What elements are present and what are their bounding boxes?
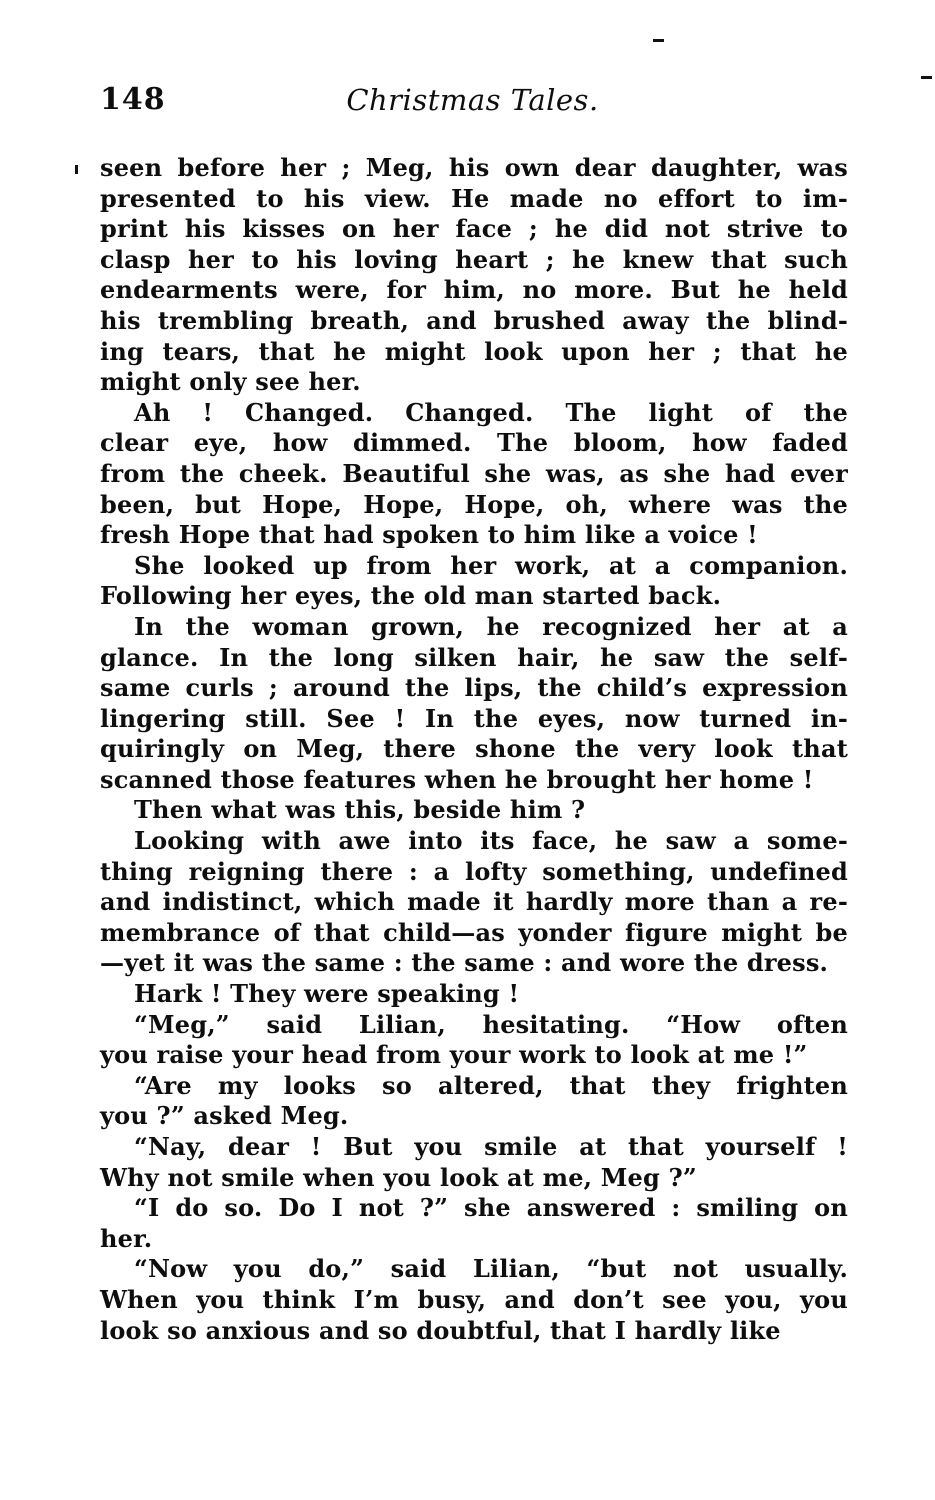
paragraph — [100, 1193, 848, 1254]
text-line: Why not smile when you look at me, Meg ?” — [100, 1162, 697, 1192]
text-line: seen before her ; Meg, his own dear daughter, was — [100, 153, 848, 182]
page-number: 148 — [100, 82, 166, 117]
text-line: Following her eyes, the old man started back. — [100, 581, 722, 611]
text-line: —yet it was the same : the same : and wore the dress. — [100, 948, 829, 978]
paragraph — [100, 1132, 848, 1193]
text-line: She looked up from her work, at a companion. — [134, 550, 848, 580]
text-line: membrance of that child—as yonder figure might be — [100, 917, 848, 947]
text-line: Hark ! They were speaking ! — [134, 979, 520, 1009]
text-line: “Are my looks so altered, that they frighten — [134, 1070, 848, 1100]
text-line: “Now you do,” said Lilian, “but not usually. — [134, 1254, 848, 1284]
text-line: endearments were, for him, no more. But he held — [100, 275, 848, 305]
paragraph — [100, 612, 848, 796]
text-line: When you think I’m busy, and don’t see you, you — [100, 1284, 848, 1314]
paragraph — [100, 1254, 848, 1346]
text-line: glance. In the long silken hair, he saw the self- — [100, 642, 848, 672]
paragraph — [100, 153, 848, 398]
scan-artifact-dash — [653, 39, 664, 42]
text-line: lingering still. See ! In the eyes, now turned in- — [100, 703, 848, 733]
text-line: you ?” asked Meg. — [100, 1101, 349, 1131]
text-line: “I do so. Do I not ?” she answered : smiling on — [134, 1193, 848, 1223]
text-line: “Meg,” said Lilian, hesitating. “How often — [134, 1009, 848, 1039]
running-header-title: Christmas Tales. — [346, 83, 599, 117]
paragraph — [100, 398, 848, 551]
paragraph — [100, 551, 848, 612]
text-line: quiringly on Meg, there shone the very look that — [100, 734, 848, 764]
text-line: clear eye, how dimmed. The bloom, how faded — [100, 428, 848, 458]
text-line: been, but Hope, Hope, Hope, oh, where was the — [100, 489, 848, 519]
text-line: presented to his view. He made no effort to im- — [100, 183, 848, 213]
text-line: Ah ! Changed. Changed. The light of the — [134, 397, 848, 427]
text-block — [100, 153, 848, 1346]
paragraph — [100, 826, 848, 979]
scan-artifact-dash — [921, 76, 932, 79]
text-line: and indistinct, which made it hardly more than a re- — [100, 887, 848, 917]
paragraph — [100, 795, 848, 826]
text-line: thing reigning there : a lofty something, undefined — [100, 856, 848, 886]
paragraph — [100, 979, 848, 1010]
paragraph — [100, 1010, 848, 1071]
text-line: from the cheek. Beautiful she was, as she had ever — [100, 458, 848, 488]
text-line: fresh Hope that had spoken to him like a voice ! — [100, 520, 758, 550]
text-line: same curls ; around the lips, the child’s expression — [100, 673, 848, 703]
text-line: her. — [100, 1223, 153, 1253]
text-line: might only see her. — [100, 367, 361, 397]
text-line: look so anxious and so doubtful, that I hardly like — [100, 1315, 781, 1345]
text-line: Looking with awe into its face, he saw a some- — [134, 826, 848, 856]
text-line: In the woman grown, he recognized her at a — [134, 611, 848, 641]
text-line: Then what was this, beside him ? — [134, 795, 586, 825]
page-header — [100, 82, 845, 122]
text-line: clasp her to his loving heart ; he knew that such — [100, 244, 848, 274]
text-line: “Nay, dear ! But you smile at that yourself ! — [134, 1132, 848, 1161]
text-line: ing tears, that he might look upon her ; that he — [100, 336, 848, 366]
paragraph — [100, 1071, 848, 1132]
text-line: print his kisses on her face ; he did not strive to — [100, 214, 848, 244]
text-line: his trembling breath, and brushed away the blind- — [100, 305, 848, 335]
text-line: you raise your head from your work to look at me !” — [100, 1040, 808, 1070]
scan-artifact-tick — [75, 165, 78, 174]
text-line: scanned those features when he brought her home ! — [100, 764, 814, 794]
